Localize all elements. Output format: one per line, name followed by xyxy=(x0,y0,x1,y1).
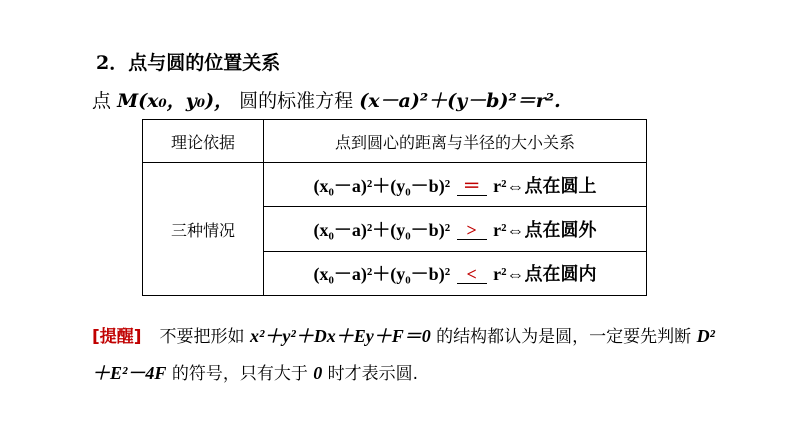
row-rhs: r²⇔点在圆外 xyxy=(493,219,597,240)
reminder-label: [提醒] xyxy=(92,327,142,347)
section-heading: 2．点与圆的位置关系 xyxy=(96,52,281,74)
table-row xyxy=(264,163,647,207)
standard-equation: (x－a)²＋(y－b)²＝r². xyxy=(359,90,561,112)
reminder-math-3: 0 xyxy=(313,363,323,383)
answer-blank: > xyxy=(457,221,487,240)
reminder-paragraph xyxy=(92,318,732,392)
point-notation: M(x₀，y₀)， xyxy=(117,90,234,112)
relation-table xyxy=(142,119,647,296)
header-relation: 点到圆心的距离与半径的大小关系 xyxy=(264,120,647,163)
row-lhs: (x₀－a)²＋(y₀－b)² xyxy=(313,175,451,196)
reminder-text-4: 时才表示圆. xyxy=(327,364,419,384)
reminder-math-2: D²＋E²－4F xyxy=(92,326,715,383)
header-basis: 理论依据 xyxy=(143,120,264,163)
intro-line xyxy=(92,86,561,113)
answer-blank: < xyxy=(457,265,487,284)
reminder-text-2: 的结构都认为是圆，一定要先判断 xyxy=(436,327,692,347)
row-lhs: (x₀－a)²＋(y₀－b)² xyxy=(313,264,451,285)
row-rhs: r²⇔点在圆上 xyxy=(493,175,597,196)
answer-blank: ＝ xyxy=(457,177,487,196)
row-rhs: r²⇔点在圆内 xyxy=(493,264,597,285)
table-row xyxy=(264,207,647,251)
reminder-text-1: 不要把形如 xyxy=(159,327,245,347)
row-lhs: (x₀－a)²＋(y₀－b)² xyxy=(313,219,451,240)
reminder-math-1: x²＋y²＋Dx＋Ey＋F＝0 xyxy=(249,326,431,346)
table-row xyxy=(264,251,647,295)
intro-prefix: 点 xyxy=(92,90,112,112)
category-cell: 三种情况 xyxy=(143,163,264,296)
intro-middle: 圆的标准方程 xyxy=(239,90,354,112)
reminder-text-3: 的符号，只有大于 xyxy=(171,364,308,384)
